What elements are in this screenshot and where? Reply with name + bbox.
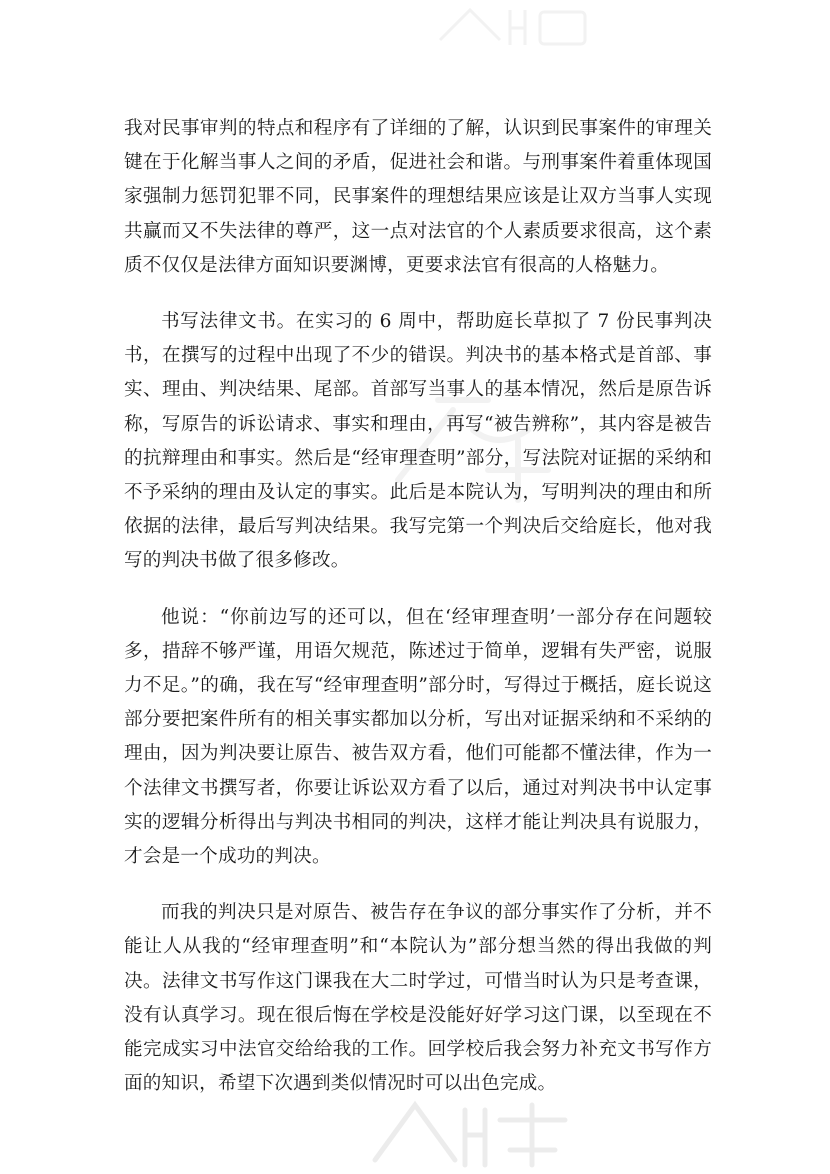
paragraph-4: 而我的判决只是对原告、被告存在争议的部分事实作了分析，并不能让人从我的“经审理查明”和“本院认为”部分想当然的得出我做的判决。法律文书写作这门课我在大二时学过，可惜当时认为只是考查课，没有认真学习。现在很后悔在学校是没能好好学习这门课，以至现在不能完成实习中法官交给给我的工作。回学校后我会努力补充文书写作方面的知识，希望下次遇到类似情况时可以出色完成。 (124, 902, 712, 1095)
paragraph-1: 我对民事审判的特点和程序有了详细的了解，认识到民事案件的审理关键在于化解当事人之间的矛盾，促进社会和谐。与刑事案件着重体现国家强制力惩罚犯罪不同，民事案件的理想结果应该是让双方当事人实现共赢而又不失法律的尊严，这一点对法官的个人素质要求很高，这个素质不仅仅是法律方面知识要渊博，更要求法官有很高的人格魅力。 (124, 118, 712, 276)
paragraph-3: 他说：“你前边写的还可以，但在‘经审理查明’一部分存在问题较多，措辞不够严谨，用语欠规范，陈述过于简单，逻辑有失严密，说服力不足。”的确，我在写“经审理查明”部分时，写得过于概括，庭长说这部分要把案件所有的相关事实都加以分析，写出对证据采纳和不采纳的理由，因为判决要让原告、被告双方看，他们可能都不懂法律，作为一个法律文书撰写者，你要让诉讼双方看了以后，通过对判决书中认定事实的逻辑分析得出与判决书相同的判决，这样才能让判决具有说服力，才会是一个成功的判决。 (124, 606, 712, 868)
document-body (124, 112, 712, 1123)
watermark-top-logo (430, 0, 600, 60)
paragraph-2: 书写法律文书。在实习的 6 周中，帮助庭长草拟了 7 份民事判决书，在撰写的过程中出现了不少的错误。判决书的基本格式是首部、事实、理由、判决结果、尾部。首部写当事人的基本情况，然后是原告诉称，写原告的诉讼请求、事实和理由，再写“被告辨称”，其内容是被告的抗辩理由和事实。然后是“经审理查明”部分，写法院对证据的采纳和不予采纳的理由及认定的事实。此后是本院认为，写明判决的理由和所依据的法律，最后写判决结果。我写完第一个判决后交给庭长，他对我写的判决书做了很多修改。 (124, 311, 712, 572)
